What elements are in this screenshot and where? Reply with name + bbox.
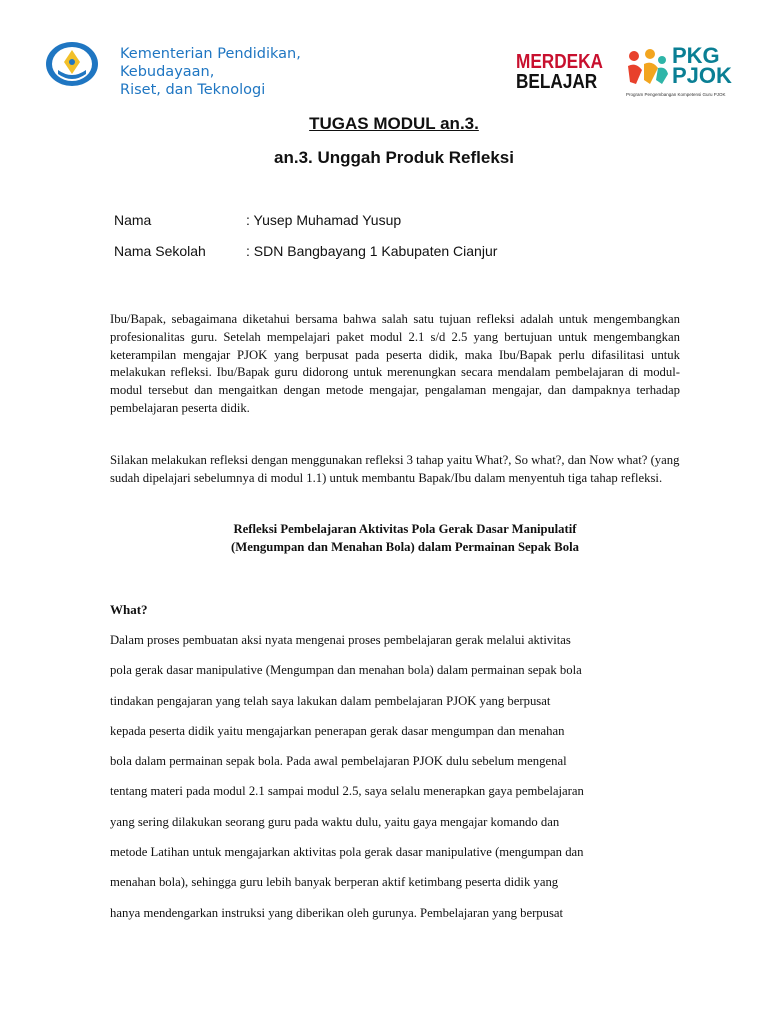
pkg-people-icon [624, 48, 672, 88]
belajar-text: BELAJAR [516, 71, 598, 93]
pkg-pjok-text [672, 43, 732, 88]
what-body [110, 628, 690, 931]
merdeka-belajar-logo [516, 52, 603, 92]
body-line: bola dalam permainan sepak bola. Pada awal pembelajaran PJOK dulu sebelum mengenal [110, 754, 567, 769]
body-line: Dalam proses pembuatan aksi nyata mengenai proses pembelajaran gerak melalui aktivitas [110, 633, 571, 647]
body-line: tindakan pengajaran yang telah saya lakukan dalam pembelajaran PJOK yang berpusat [110, 693, 551, 708]
section-title-line: Refleksi Pembelajaran Aktivitas Pola Gerak Dasar Manipulatif [233, 522, 577, 536]
body-line: hanya mendengarkan instruksi yang diberikan oleh gurunya. Pembelajaran yang berpusat [110, 905, 564, 920]
ministry-name [120, 45, 301, 99]
body-line: kepada peserta didik yaitu mengajarkan penerapan gerak dasar mengumpan dan menahan [110, 723, 565, 738]
body-line: pola gerak dasar manipulative (Mengumpan dan menahan bola) dalam permainan sepak bola [110, 663, 582, 678]
ministry-line: Kementerian Pendidikan, [120, 46, 301, 62]
kemdikbud-logo [44, 40, 100, 88]
pjok-text: PJOK [672, 63, 732, 88]
section-title-line: (Mengumpan dan Menahan Bola) dalam Permainan Sepak Bola [231, 540, 579, 554]
merdeka-text: MERDEKA [516, 51, 603, 73]
identity-label: Nama Sekolah [114, 243, 206, 259]
what-heading: What? [110, 602, 148, 617]
body-line: metode Latihan untuk mengajarkan aktivitas pola gerak dasar manipulative (mengumpan dan [110, 845, 584, 860]
instruction-paragraph: Silakan melakukan refleksi dengan menggunakan refleksi 3 tahap yaitu What?, So what?, dan Now what? (yang sudah dipelajari sebelumnya di modul 1.1) untuk membantu Bapak/Ibu dalam menyentuh tiga tahap refleksi. [110, 453, 680, 485]
body-line: menahan bola), sehingga guru lebih banyak berperan aktif ketimbang peserta didik yang [110, 875, 559, 890]
identity-value: : Yusep Muhamad Yusup [246, 212, 402, 228]
section-title [110, 520, 700, 556]
pkg-tagline: Program Pengembangan Kompetensi Guru PJOK [626, 92, 726, 97]
ministry-line: Riset, dan Teknologi [120, 82, 266, 98]
pkg-pjok-logo [624, 43, 744, 102]
pkg-text: PKG [672, 43, 720, 68]
ministry-line: Kebudayaan, [120, 64, 215, 80]
identity-label: Nama [114, 212, 152, 228]
body-line: tentang materi pada modul 2.1 sampai modul 2.5, saya selalu menerapkan gaya pembelajaran [110, 784, 584, 799]
identity-value: : SDN Bangbayang 1 Kabupaten Cianjur [246, 243, 498, 259]
document-title: TUGAS MODUL an.3. [309, 114, 479, 133]
document-subtitle: an.3. Unggah Produk Refleksi [274, 148, 514, 167]
body-line: yang sering dilakukan seorang guru pada waktu dulu, yaitu gaya mengajar komando dan [110, 814, 560, 829]
intro-paragraph: Ibu/Bapak, sebagaimana diketahui bersama bahwa salah satu tujuan refleksi adalah untuk mengembangkan profesionalitas guru. Setelah mempelajari paket modul 2.1 s/d 2.5 yang bertujuan untuk mengembangkan keterampilan mengajar PJOK yang berpusat pada peserta didik, maka Ibu/Bapak perlu difasilitasi untuk melakukan refleksi. Ibu/Bapak guru didorong untuk merenungkan secara mendalam pembelajaran di modul-modul tersebut dan mengaitkan dengan metode mengajar, pengalaman mengajar, dan dampaknya terhadap pembelajaran peserta didik. [110, 312, 680, 415]
